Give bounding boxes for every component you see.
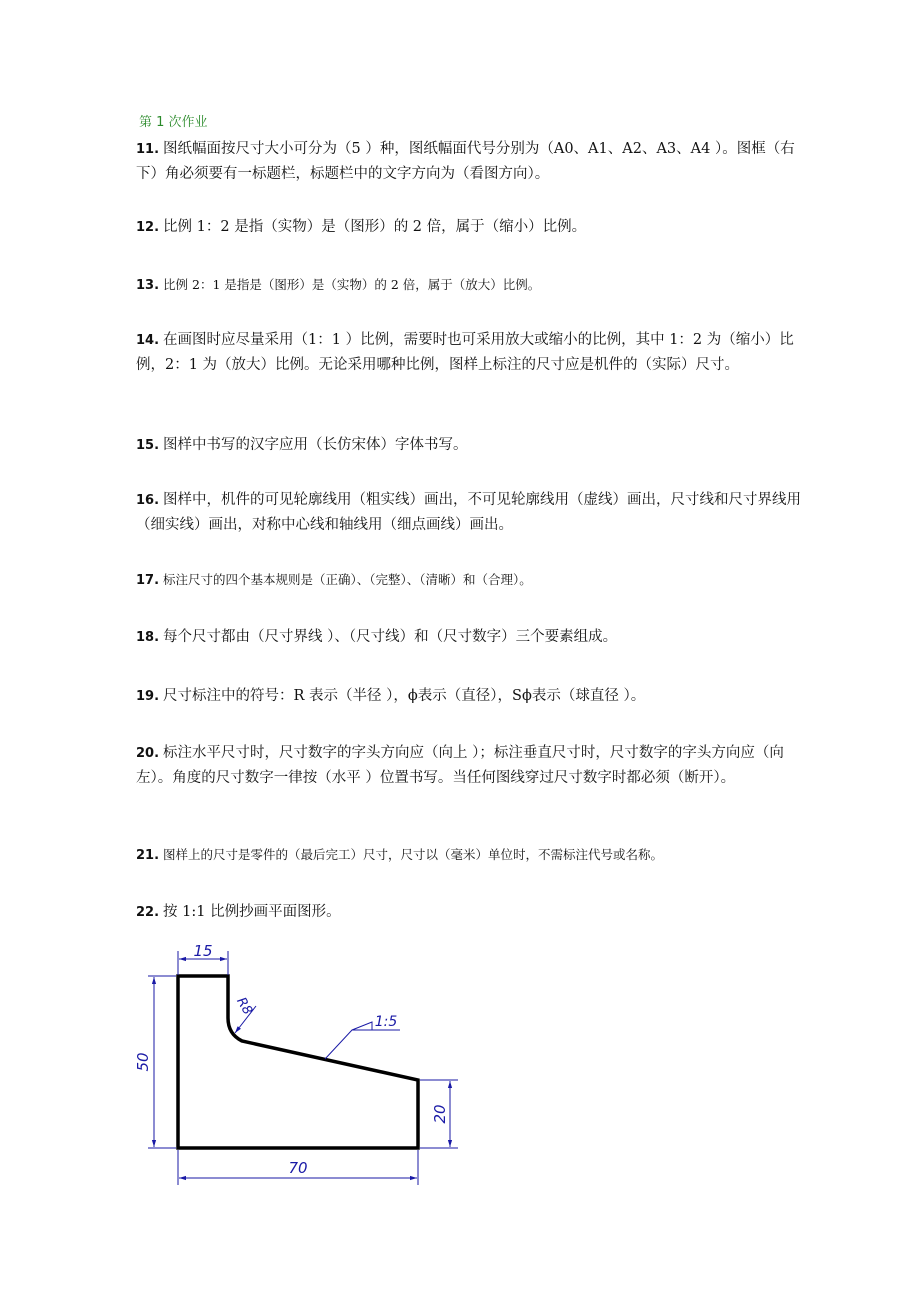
part-outline	[178, 976, 418, 1148]
question-20	[136, 741, 812, 790]
question-19	[136, 684, 812, 709]
question-number: 19.	[136, 689, 160, 704]
question-22	[136, 900, 812, 925]
question-number: 14.	[136, 333, 160, 348]
dim-text-slope: 1:5	[374, 1014, 398, 1030]
question-14	[136, 328, 812, 377]
assignment-heading: 第 1 次作业	[139, 115, 208, 130]
slope-symbol	[352, 1022, 372, 1030]
dim-text-radius: R8	[233, 995, 255, 1018]
question-text: 比例 2：1 是指是（图形）是（实物）的 2 倍，属于（放大）比例。	[163, 277, 541, 292]
dim-text-top-width: 15	[193, 942, 213, 960]
dim-text-right-height: 20	[431, 1104, 449, 1124]
question-13	[136, 273, 812, 298]
question-text: 图样中书写的汉字应用（长仿宋体）字体书写。	[163, 437, 468, 453]
question-number: 22.	[136, 905, 160, 920]
question-number: 18.	[136, 630, 160, 645]
question-text: 每个尺寸都由（尺寸界线 ）、（尺寸线）和（尺寸数字）三个要素组成。	[163, 629, 618, 645]
question-text: 尺寸标注中的符号：R 表示（半径 ），ϕ表示（直径），Sϕ表示（球直径 ）。	[163, 688, 646, 704]
question-text: 图样中，机件的可见轮廓线用（粗实线）画出，不可见轮廓线用（虚线）画出，尺寸线和尺寸界线用（细实线）画出，对称中心线和轴线用（细点画线）画出。	[136, 492, 802, 533]
question-17	[136, 568, 812, 593]
question-text: 图样上的尺寸是零件的（最后完工）尺寸，尺寸以（毫米）单位时，不需标注代号或名称。	[163, 847, 664, 862]
question-number: 12.	[136, 220, 160, 235]
question-text: 在画图时应尽量采用（1：1 ）比例，需要时也可采用放大或缩小的比例，其中 1：2 为（缩小）比例，2：1 为（放大）比例。无论采用哪种比例，图样上标注的尺寸应是机件的（实际）尺寸。	[136, 332, 794, 373]
question-number: 15.	[136, 438, 160, 453]
question-number: 13.	[136, 278, 160, 293]
question-12	[136, 215, 812, 240]
question-number: 20.	[136, 746, 160, 761]
question-number: 11.	[136, 142, 160, 157]
question-16	[136, 488, 812, 537]
plane-figure-drawing	[130, 938, 470, 1188]
question-text: 比例 1：2 是指（实物）是（图形）的 2 倍，属于（缩小）比例。	[163, 219, 587, 235]
question-text: 图纸幅面按尺寸大小可分为（5 ）种，图纸幅面代号分别为（A0、A1、A2、A3、A4 ）。图框（右下）角必须要有一标题栏，标题栏中的文字方向为（看图方向）。	[136, 141, 795, 182]
dim-text-bottom-width: 70	[288, 1159, 308, 1177]
question-number: 17.	[136, 573, 160, 588]
question-text: 标注尺寸的四个基本规则是（正确）、（完整）、（清晰）和（合理）。	[163, 572, 532, 587]
question-text: 按 1:1 比例抄画平面图形。	[163, 904, 341, 920]
drawing-svg	[130, 938, 470, 1188]
question-number: 21.	[136, 848, 160, 863]
question-text: 标注水平尺寸时，尺寸数字的字头方向应（向上 ）；标注垂直尺寸时，尺寸数字的字头方向应（向左）。角度的尺寸数字一律按（水平 ）位置书写。当任何图线穿过尺寸数字时都必须（断开）。	[136, 745, 784, 786]
dim-text-total-height: 50	[134, 1052, 152, 1072]
question-15	[136, 433, 812, 458]
question-number: 16.	[136, 493, 160, 508]
question-11	[136, 137, 812, 186]
slope-leader	[325, 1030, 400, 1059]
question-21	[136, 843, 812, 868]
question-18	[136, 625, 812, 650]
